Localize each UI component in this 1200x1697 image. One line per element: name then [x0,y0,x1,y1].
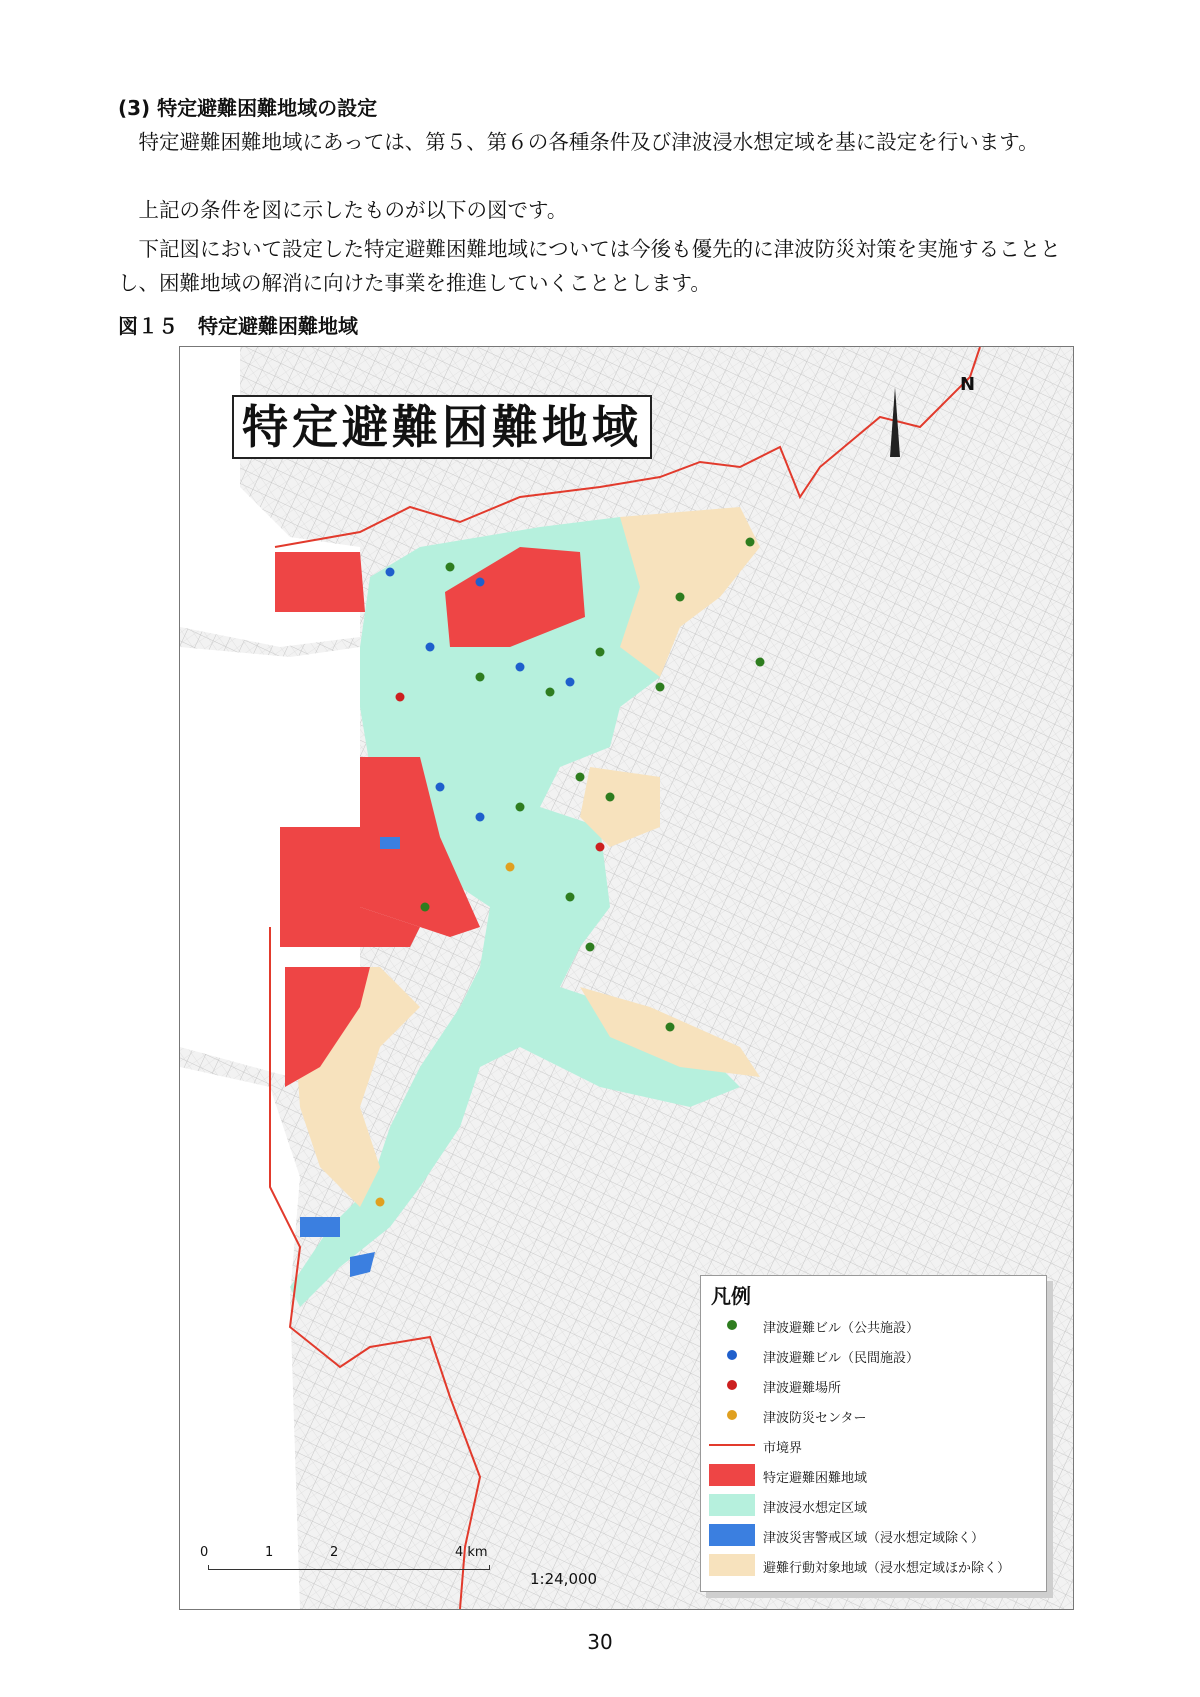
scale-bar: 0 1 2 4 km 1:24,000 [200,1545,598,1588]
map-legend [700,1275,1047,1592]
blue-dot-icon [727,1350,737,1360]
section-heading: (3) 特定避難困難地域の設定 [118,96,378,120]
blue-area-swatch [709,1524,755,1546]
legend-item: 避難行動対象地域（浸水想定域ほか除く） [707,1552,1042,1578]
map-title: 特定避難困難地域 [232,395,652,459]
cyan-area-swatch [709,1494,755,1516]
north-label: N [960,374,976,395]
red-area-swatch [709,1464,755,1486]
paragraph-policy: 下記図において設定した特定避難困難地域については今後も優先的に津波防災対策を実施することとし、困難地域の解消に向けた事業を推進していくこととします。 [118,237,1061,295]
legend-item: 津波浸水想定区域 [707,1492,1042,1518]
legend-item: 津波避難ビル（公共施設） [707,1312,1042,1338]
legend-title: 凡例 [711,1284,751,1308]
boundary-line-icon [709,1444,755,1446]
legend-item: 津波避難ビル（民間施設） [707,1342,1042,1368]
legend-item: 特定避難困難地域 [707,1462,1042,1488]
red-dot-icon [727,1380,737,1390]
legend-item: 津波防災センター [707,1402,1042,1428]
green-dot-icon [727,1320,737,1330]
scale-bar-line [208,1565,490,1570]
scale-ratio: 1:24,000 [530,1570,598,1588]
difficult-area [275,552,365,612]
legend-item: 市境界 [707,1432,1042,1458]
orange-dot-icon [727,1410,737,1420]
warning-zone [300,1217,340,1237]
paragraph-figure-intro: 上記の条件を図に示したものが以下の図です。 [118,198,568,222]
warning-zone [380,837,400,849]
page-number: 30 [587,1630,613,1654]
legend-item: 津波避難場所 [707,1372,1042,1398]
sea-area [180,1067,300,1609]
figure-caption: 図１５ 特定避難困難地域 [118,314,358,338]
paragraph-conditions: 特定避難困難地域にあっては、第５、第６の各種条件及び津波浸水想定域を基に設定を行います。 [118,130,1039,154]
beige-area-swatch [709,1554,755,1576]
legend-item: 津波災害警戒区域（浸水想定域除く） [707,1522,1042,1548]
